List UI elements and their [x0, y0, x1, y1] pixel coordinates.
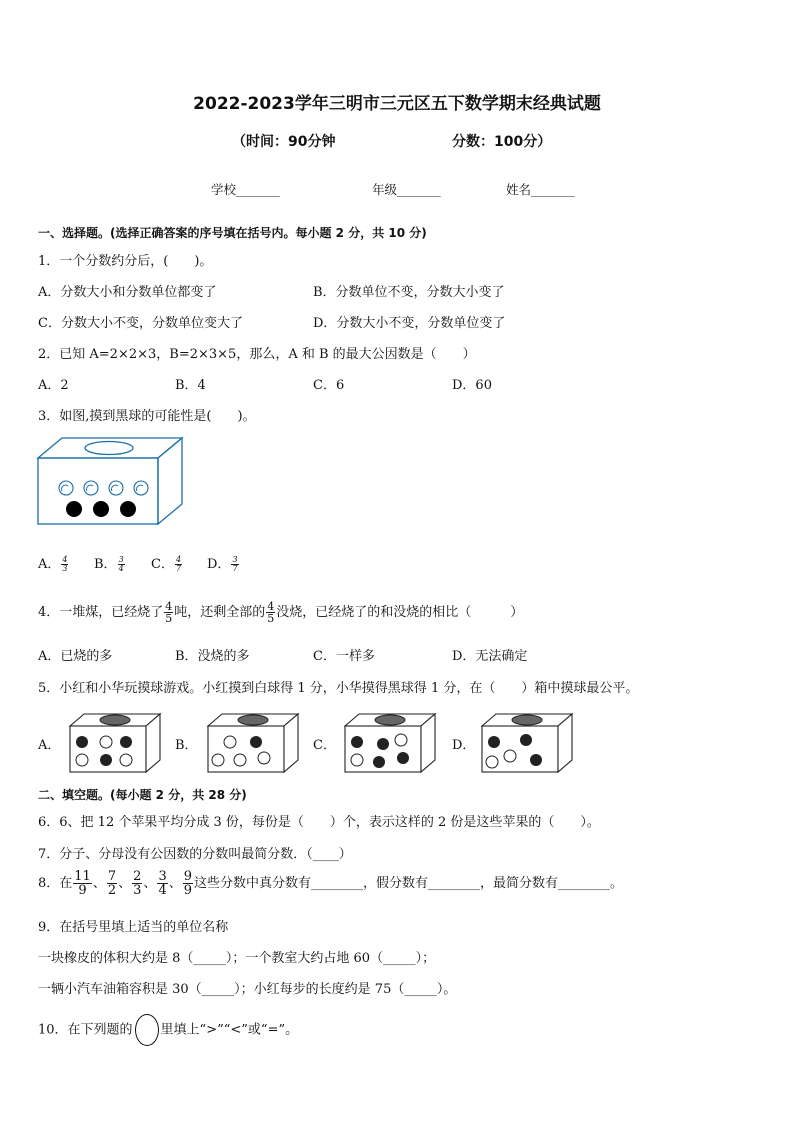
q3-option-c: C． $\frac{4}{7}$ — [151, 555, 182, 573]
q5-box-b-figure — [206, 712, 301, 774]
q3-stem: 3．如图,摸到黑球的可能性是( )。 — [38, 409, 256, 424]
q2-option-d: D．60 — [452, 378, 492, 393]
q9-stem: 9．在括号里填上适当的单位名称 — [38, 920, 229, 935]
q4-option-b: B．没烧的多 — [175, 649, 250, 664]
q5-label-d: D． — [452, 738, 476, 753]
q2-option-b: B．4 — [175, 378, 206, 393]
q5-box-a-figure — [68, 712, 163, 774]
q5-box-d-figure — [480, 712, 575, 774]
q4-option-a: A．已烧的多 — [38, 649, 113, 664]
q4-option-c: C．一样多 — [313, 649, 375, 664]
section-1-heading: 一、选择题。(选择正确答案的序号填在括号内。每小题 2 分，共 10 分) — [38, 226, 427, 240]
q1-option-c: C．分数大小不变，分数单位变大了 — [38, 316, 243, 331]
q2-stem: 2．已知 A=2×2×3，B=2×3×5，那么，A 和 B 的最大公因数是（ ） — [38, 347, 476, 362]
q5-box-c-figure — [343, 712, 438, 774]
q5-stem: 5．小红和小华玩摸球游戏。小红摸到白球得 1 分，小华摸得黑球得 1 分，在（ ）箱中摸球最公平。 — [38, 681, 639, 696]
q4-option-d: D．无法确定 — [452, 649, 528, 664]
q5-label-b: B． — [175, 738, 198, 753]
q9-line-1: 一块橡皮的体积大约是 8（_____）；一个教室大约占地 60（_____）； — [38, 951, 436, 966]
q4-stem: 4．一堆煤，已经烧了 $\frac{4}{5}$ 吨，还剩全部的 $\frac{4}{5}$ 没烧，已经烧了的和没烧的相比（ ） — [38, 600, 524, 625]
name-field: 姓名_______ — [506, 182, 575, 197]
q10-text: 10．在下列题的 里填上“>”“<”或“=”。 — [38, 1014, 298, 1046]
q3-option-a: A． $\frac{4}{3}$ — [38, 555, 68, 573]
q3-option-d: D． $\frac{3}{7}$ — [207, 555, 238, 573]
q2-option-c: C．6 — [313, 378, 345, 393]
q3-ball-box-figure — [36, 436, 186, 528]
score-label: 分数：100分） — [452, 134, 552, 150]
q9-line-2: 一辆小汽车油箱容积是 30（_____）；小红每步的长度约是 75（_____）。 — [38, 982, 457, 997]
q1-option-b: B．分数单位不变，分数大小变了 — [313, 285, 505, 300]
compare-oval-icon — [135, 1014, 159, 1046]
q8-text: 8．在 $\frac{11}{9}$ 、 $\frac{7}{2}$ 、 $\frac{2}{3}$ 、 $\frac{3}{4}$ 、 $\frac{9}{9}$ 这些分数中真分数有________，假分数有________，最简分数有________。 — [38, 869, 624, 898]
q5-label-c: C． — [313, 738, 336, 753]
q1-option-a: A．分数大小和分数单位都变了 — [38, 285, 217, 300]
q5-label-a: A． — [38, 738, 61, 753]
time-label: （时间：90分钟 — [232, 134, 336, 150]
q1-stem: 1．一个分数约分后，( )。 — [38, 254, 213, 269]
q3-option-b: B． $\frac{3}{4}$ — [94, 555, 124, 573]
grade-field: 年级_______ — [372, 182, 441, 197]
q6-text: 6．6、把 12 个苹果平均分成 3 份，每份是（ ）个，表示这样的 2 份是这些苹果的（ ）。 — [38, 815, 600, 830]
q7-text: 7．分子、分母没有公因数的分数叫最简分数．（____） — [38, 847, 352, 862]
page-title: 2022-2023学年三明市三元区五下数学期末经典试题 — [193, 94, 601, 114]
q2-option-a: A．2 — [38, 378, 69, 393]
section-2-heading: 二、填空题。(每小题 2 分，共 28 分) — [38, 788, 247, 802]
school-field: 学校_______ — [211, 182, 280, 197]
q1-option-d: D．分数大小不变，分数单位变了 — [313, 316, 506, 331]
